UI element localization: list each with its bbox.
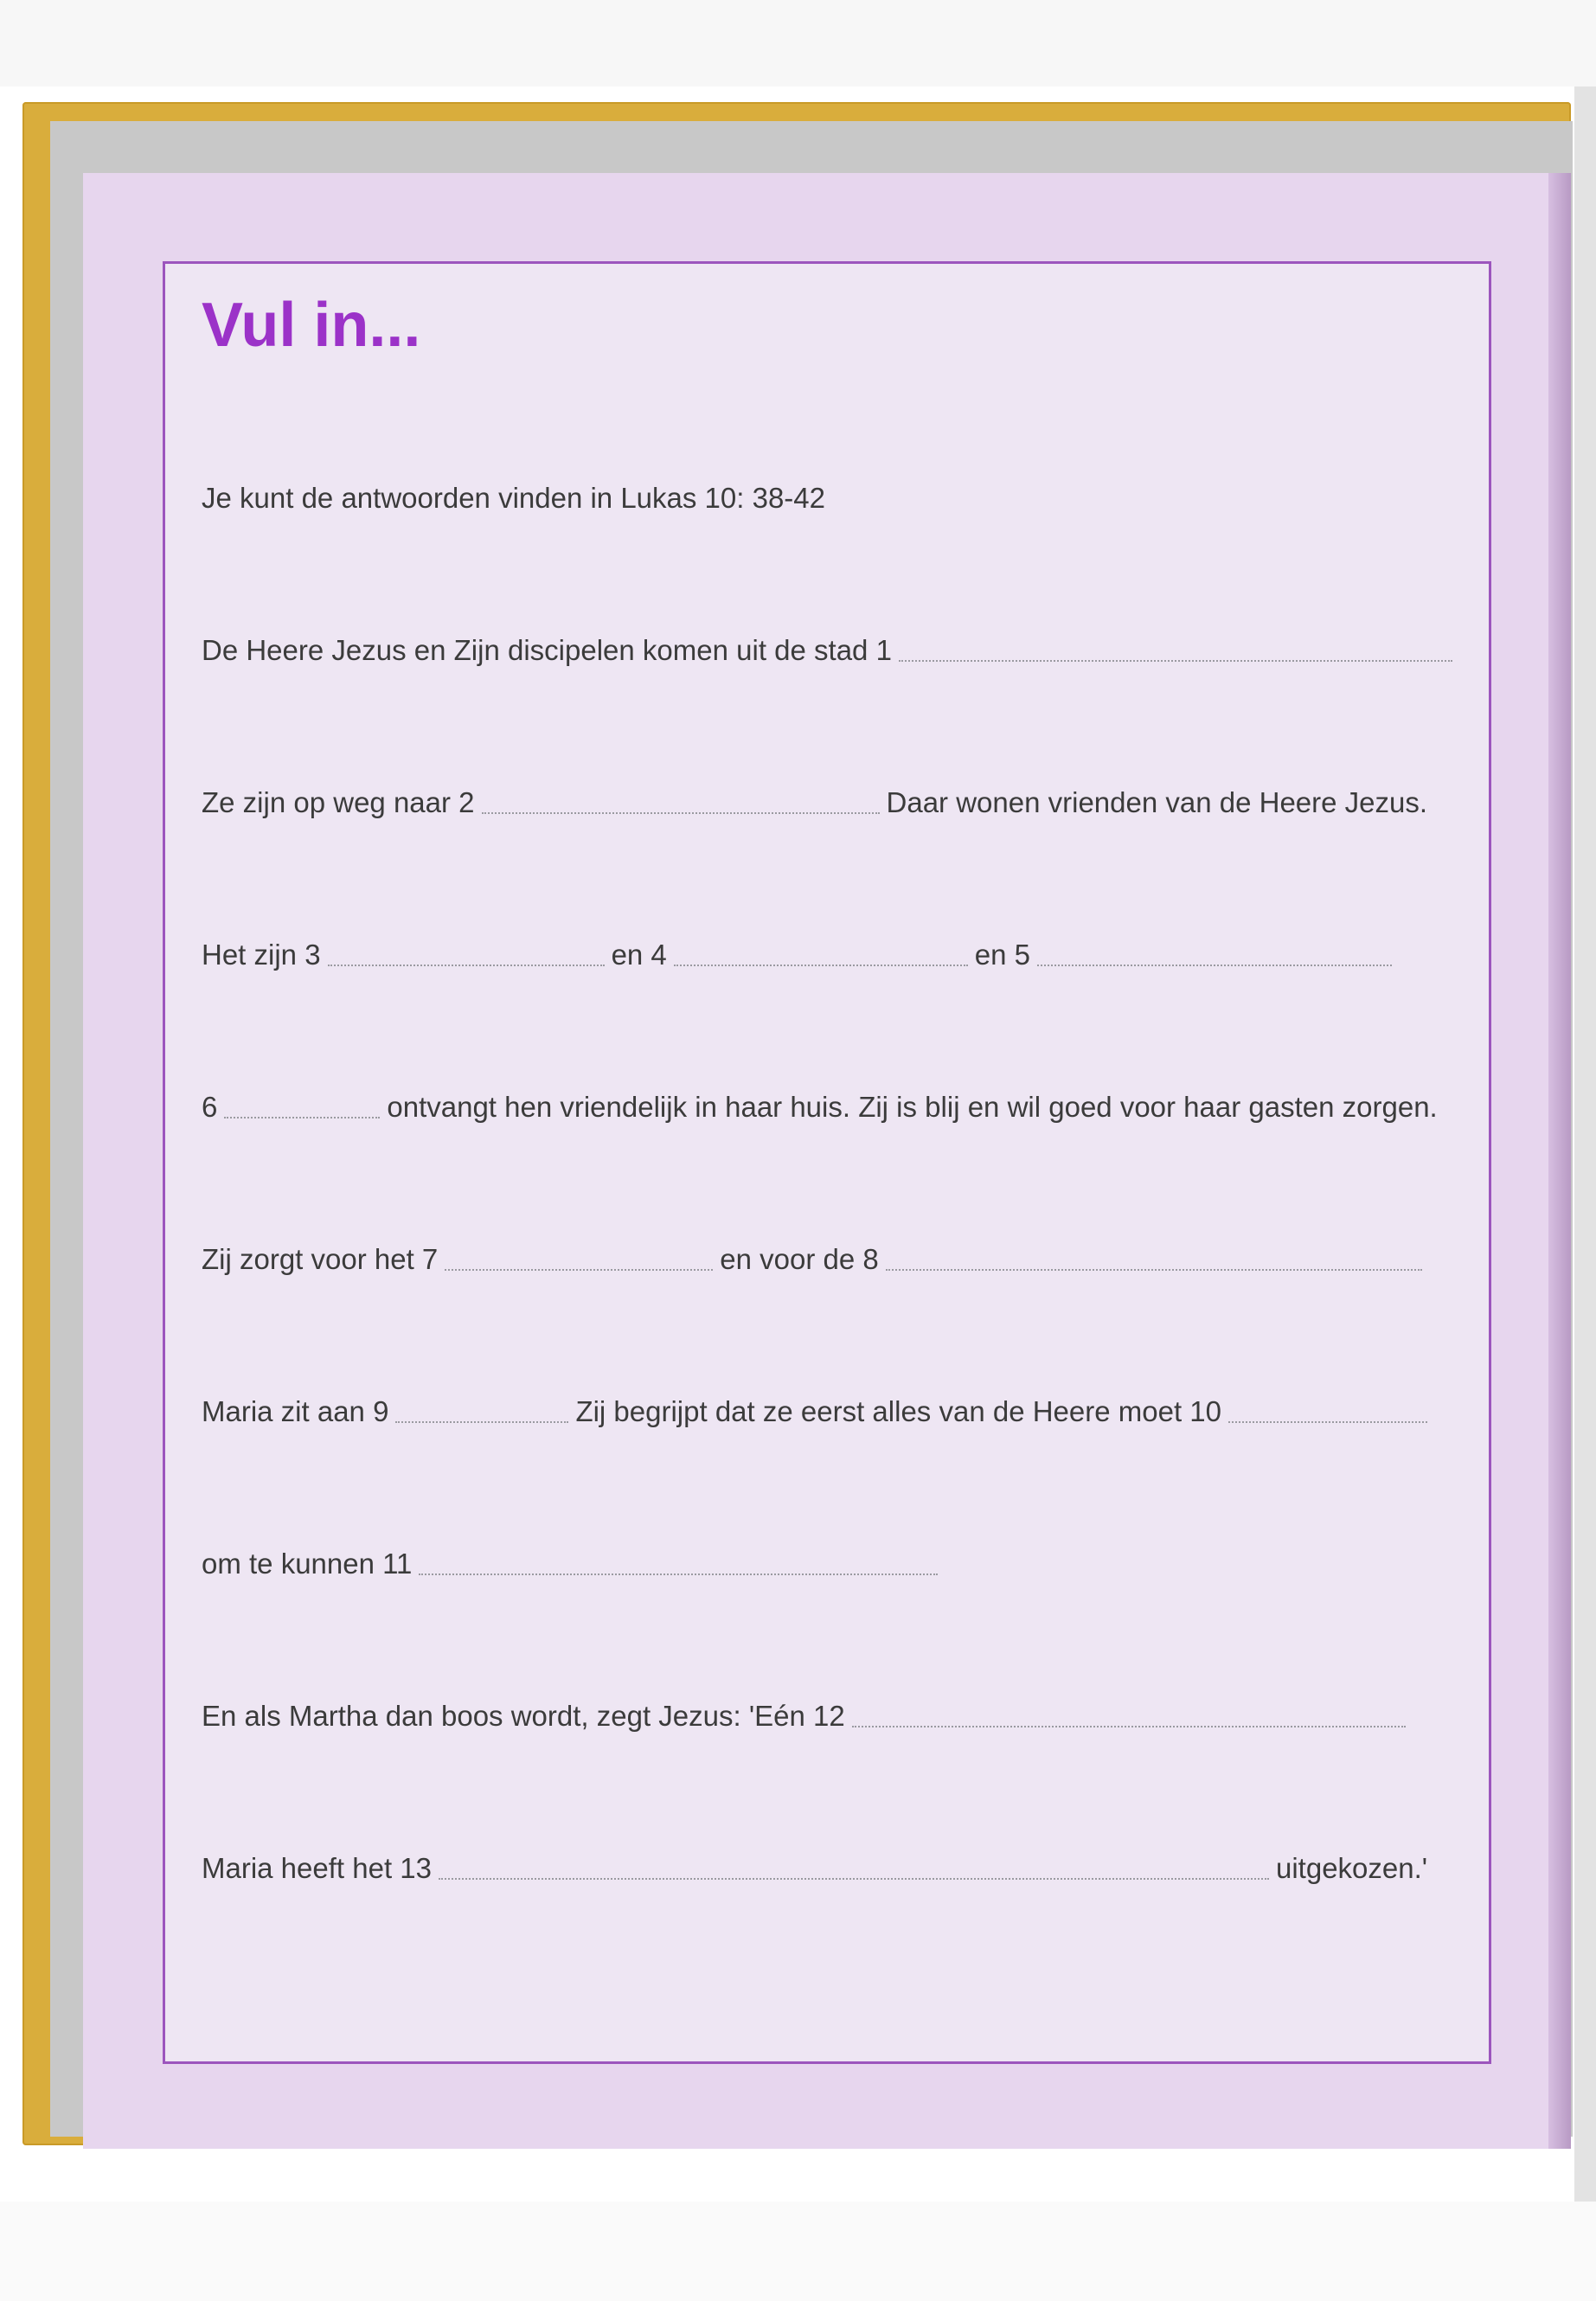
intro-line: [202, 470, 825, 515]
question-6-text: 6: [202, 1091, 218, 1123]
question-8-text: en voor de 8: [720, 1243, 879, 1275]
question-line-11: [202, 1535, 945, 1580]
answer-blank-5[interactable]: [1037, 932, 1392, 966]
question-line-6: [202, 1079, 1438, 1124]
question-13-text: Maria heeft het 13: [202, 1852, 432, 1884]
question-2-text: Ze zijn op weg naar 2: [202, 786, 475, 818]
question-4-text: en 4: [611, 939, 667, 971]
question-1-text: De Heere Jezus en Zijn discipelen komen uit de stad 1: [202, 634, 892, 666]
intro-text: Je kunt de antwoorden vinden in Lukas 10: 38-42: [202, 482, 826, 514]
question-6-after: ontvangt hen vriendelijk in haar huis. Zij is blij en wil goed voor haar gasten zorgen.: [387, 1091, 1438, 1123]
question-line-7: [202, 1231, 1429, 1276]
question-line-13: [202, 1840, 1427, 1885]
question-12-text: En als Martha dan boos wordt, zegt Jezus: 'Eén 12: [202, 1700, 845, 1732]
question-10-text: Zij begrijpt dat ze eerst alles van de Heere moet 10: [575, 1395, 1221, 1427]
question-line-3: [202, 926, 1399, 971]
answer-blank-1[interactable]: [899, 627, 1452, 662]
question-2-after: Daar wonen vrienden van de Heere Jezus.: [886, 786, 1428, 818]
scan-background-right: [1574, 87, 1596, 2206]
question-13-after: uitgekozen.': [1276, 1852, 1428, 1884]
scan-background-bottom: [0, 2202, 1596, 2301]
answer-blank-13[interactable]: [439, 1845, 1269, 1880]
answer-blank-3[interactable]: [328, 932, 605, 966]
answer-blank-2[interactable]: [482, 779, 880, 814]
worksheet-title: Vul in...: [202, 291, 421, 360]
answer-blank-6[interactable]: [224, 1084, 380, 1118]
answer-blank-10[interactable]: [1228, 1388, 1427, 1423]
question-11-text: om te kunnen 11: [202, 1548, 413, 1580]
question-line-12: [202, 1688, 1413, 1733]
answer-blank-11[interactable]: [419, 1541, 938, 1575]
question-9-text: Maria zit aan 9: [202, 1395, 389, 1427]
page-right-edge: [1548, 173, 1571, 2149]
question-7-text: Zij zorgt voor het 7: [202, 1243, 439, 1275]
question-line-2: [202, 774, 1427, 819]
answer-blank-7[interactable]: [445, 1236, 713, 1271]
answer-blank-9[interactable]: [395, 1388, 568, 1423]
question-5-text: en 5: [974, 939, 1031, 971]
question-line-9: [202, 1383, 1434, 1428]
question-3-text: Het zijn 3: [202, 939, 321, 971]
answer-blank-4[interactable]: [674, 932, 968, 966]
answer-blank-12[interactable]: [852, 1693, 1406, 1727]
scan-background-top: [0, 0, 1596, 87]
answer-blank-8[interactable]: [886, 1236, 1422, 1271]
question-line-1: [202, 622, 1459, 667]
worksheet-frame: [163, 261, 1491, 2064]
